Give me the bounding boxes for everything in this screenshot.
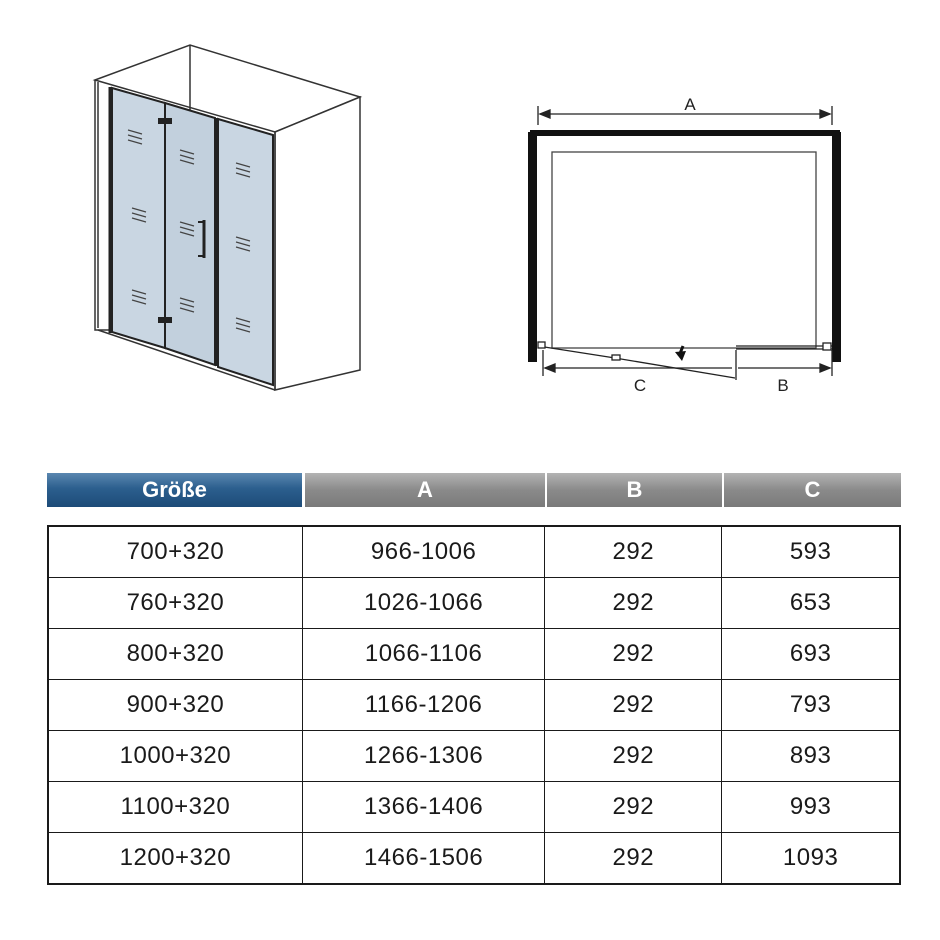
cell-b: 292 bbox=[545, 731, 722, 782]
header-size: Größe bbox=[47, 473, 302, 507]
dimension-label-b: B bbox=[777, 376, 789, 395]
cell-b: 292 bbox=[545, 680, 722, 731]
table-row bbox=[48, 680, 900, 731]
table-row bbox=[48, 833, 900, 885]
cell-c: 893 bbox=[722, 731, 900, 782]
cell-b: 292 bbox=[545, 782, 722, 833]
top-view-dimension-plan bbox=[510, 80, 860, 410]
cell-a: 966-1006 bbox=[302, 526, 545, 578]
size-table bbox=[47, 525, 901, 885]
cell-a: 1066-1106 bbox=[302, 629, 545, 680]
cell-b: 292 bbox=[545, 833, 722, 885]
cell-size: 700+320 bbox=[48, 526, 302, 578]
cell-b: 292 bbox=[545, 629, 722, 680]
cell-size: 1200+320 bbox=[48, 833, 302, 885]
header-a: A bbox=[305, 473, 545, 507]
cell-a: 1026-1066 bbox=[302, 578, 545, 629]
dimension-label-c: C bbox=[633, 376, 647, 395]
cell-a: 1466-1506 bbox=[302, 833, 545, 885]
cell-size: 1000+320 bbox=[48, 731, 302, 782]
cell-size: 1100+320 bbox=[48, 782, 302, 833]
cell-b: 292 bbox=[545, 578, 722, 629]
table-row bbox=[48, 578, 900, 629]
table-row bbox=[48, 526, 900, 578]
dimension-label-a: A bbox=[684, 95, 696, 114]
table-row bbox=[48, 731, 900, 782]
header-b: B bbox=[547, 473, 722, 507]
cell-size: 760+320 bbox=[48, 578, 302, 629]
table-row bbox=[48, 782, 900, 833]
cell-a: 1266-1306 bbox=[302, 731, 545, 782]
shower-enclosure-illustration bbox=[80, 40, 380, 410]
cell-c: 1093 bbox=[722, 833, 900, 885]
header-c: C bbox=[724, 473, 901, 507]
cell-a: 1166-1206 bbox=[302, 680, 545, 731]
cell-c: 993 bbox=[722, 782, 900, 833]
table-row bbox=[48, 629, 900, 680]
cell-c: 793 bbox=[722, 680, 900, 731]
cell-size: 800+320 bbox=[48, 629, 302, 680]
cell-c: 693 bbox=[722, 629, 900, 680]
table-header bbox=[47, 473, 901, 507]
cell-c: 593 bbox=[722, 526, 900, 578]
cell-size: 900+320 bbox=[48, 680, 302, 731]
cell-b: 292 bbox=[545, 526, 722, 578]
cell-a: 1366-1406 bbox=[302, 782, 545, 833]
cell-c: 653 bbox=[722, 578, 900, 629]
